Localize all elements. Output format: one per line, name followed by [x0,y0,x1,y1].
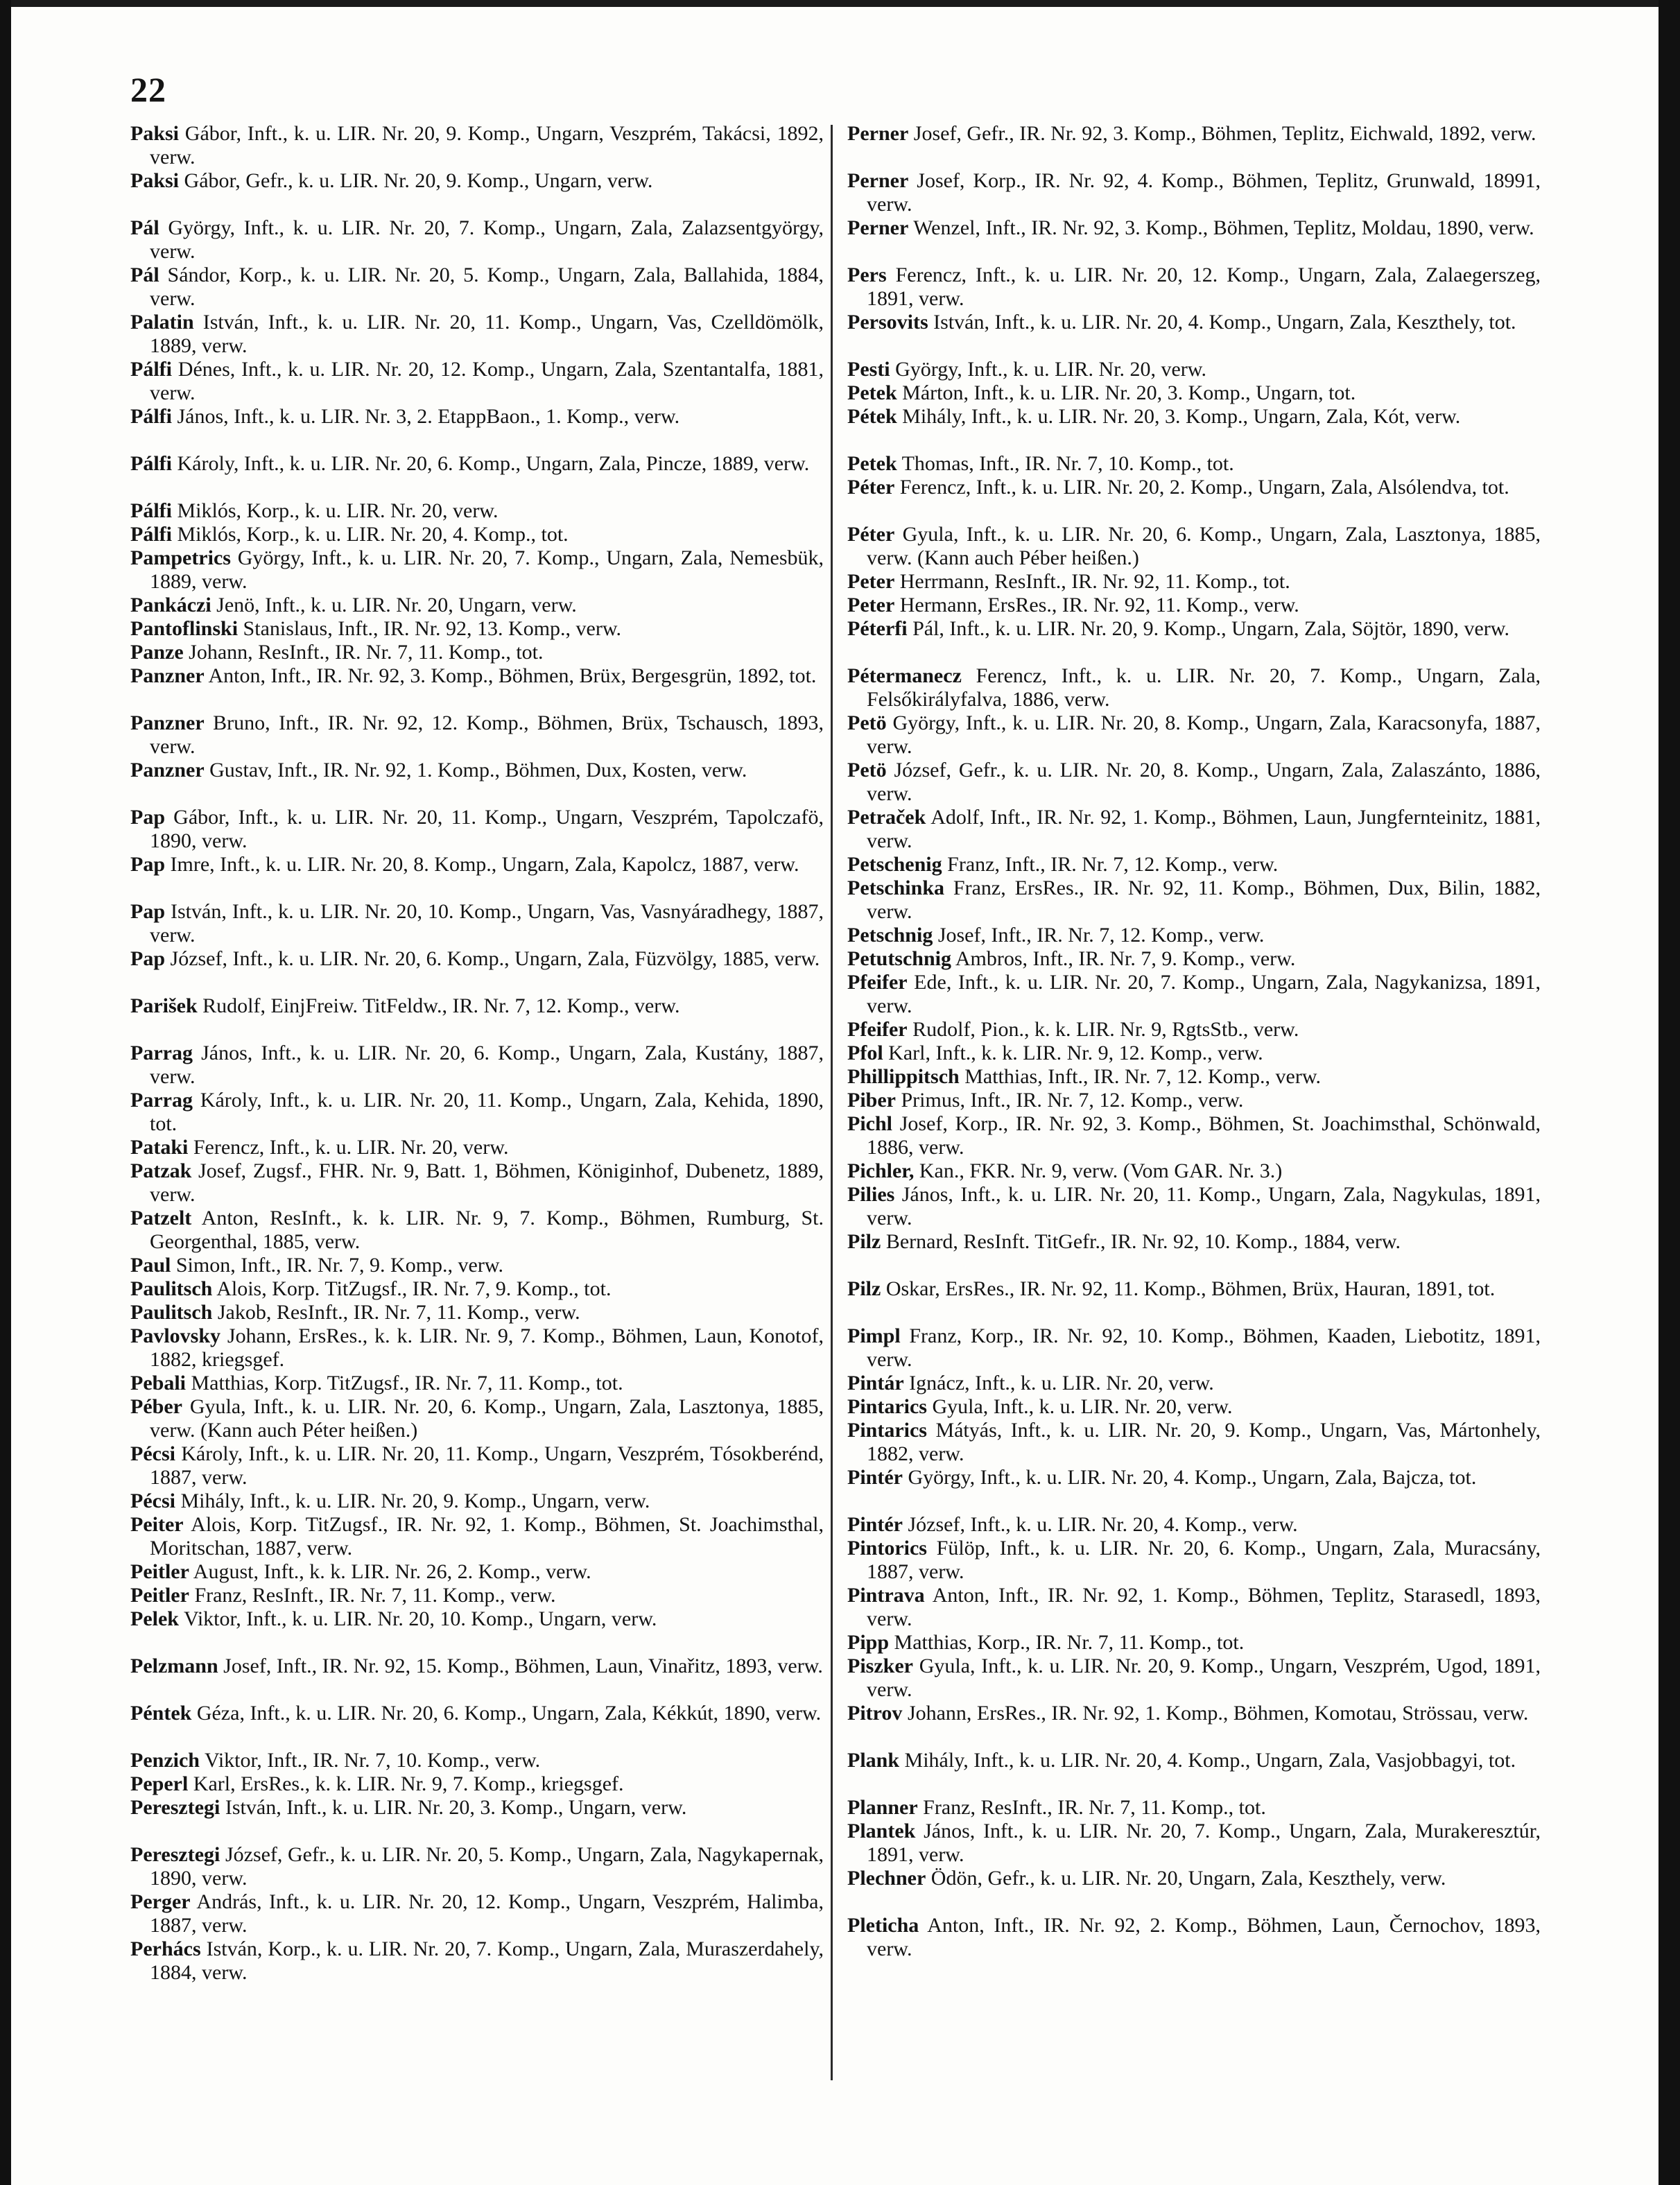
entry-surname: Péter [847,476,895,499]
entry-surname: Paksi [130,122,180,145]
entry-details: Mátyás, Inft., k. u. LIR. Nr. 20, 9. Komp., Ungarn, Vas, Mártonhely, 1882, verw. [867,1419,1541,1465]
register-entry [130,1489,824,1513]
entry-details: Ignácz, Inft., k. u. LIR. Nr. 20, verw. [909,1372,1214,1394]
entry-details: Matthias, Korp. TitZugsf., IR. Nr. 7, 11. Komp., tot. [191,1372,623,1394]
register-entry [847,1112,1541,1159]
entry-surname: Parrag [130,1089,193,1112]
entry-surname: Pilz [847,1277,881,1300]
entry-surname: Petö [847,711,887,734]
entry-details: Rudolf, Pion., k. k. LIR. Nr. 9, RgtsStb., verw. [912,1018,1299,1041]
entry-details: Karl, ErsRes., k. k. LIR. Nr. 9, 7. Komp., kriegsgef. [193,1772,624,1795]
register-entry [847,924,1541,947]
entry-details: Károly, Inft., k. u. LIR. Nr. 20, 11. Komp., Ungarn, Zala, Kehida, 1890, tot. [150,1089,824,1135]
register-entry [847,1042,1541,1065]
register-entry [847,405,1541,452]
column-divider [831,125,833,2080]
entry-surname: Patzak [130,1159,192,1182]
entry-surname: Panzner [130,711,205,734]
register-entry [130,358,824,405]
register-entry [847,311,1541,358]
entry-surname: Pap [130,947,166,970]
entry-surname: Parišek [130,994,198,1017]
entry-details: Herrmann, ResInft., IR. Nr. 92, 11. Komp., tot. [899,570,1290,593]
entry-details: Gustav, Inft., IR. Nr. 92, 1. Komp., Böhmen, Dux, Kosten, verw. [209,759,747,781]
register-entry [130,452,824,499]
entry-details: István, Inft., k. u. LIR. Nr. 20, 3. Komp., Ungarn, verw. [225,1796,687,1819]
entry-details: Karl, Inft., k. k. LIR. Nr. 9, 12. Komp., verw. [888,1042,1263,1064]
entry-details: György, Inft., k. u. LIR. Nr. 20, 7. Komp., Ungarn, Zala, Zalazsentgyörgy, verw. [150,216,824,263]
entry-details: György, Inft., k. u. LIR. Nr. 20, 7. Komp., Ungarn, Zala, Nemesbük, 1889, verw. [150,546,824,593]
entry-details: Johann, ErsRes., k. k. LIR. Nr. 9, 7. Komp., Böhmen, Laun, Konotof, 1882, kriegsgef. [150,1324,824,1371]
entry-details: Alois, Korp. TitZugsf., IR. Nr. 92, 1. Komp., Böhmen, St. Joachimsthal, Moritschan, 1887, verw. [150,1513,824,1560]
entry-surname: Pleticha [847,1914,919,1937]
register-entry [847,806,1541,853]
entry-surname: Petek [847,452,897,475]
register-entry [130,1324,824,1372]
register-entry [847,1395,1541,1419]
entry-details: Sándor, Korp., k. u. LIR. Nr. 20, 5. Komp., Ungarn, Zala, Ballahida, 1884, verw. [150,264,824,310]
entry-details: Jakob, ResInft., IR. Nr. 7, 11. Komp., verw. [217,1301,580,1324]
entry-surname: Petschinka [847,876,945,899]
right-column [847,122,1541,1961]
entry-details: István, Inft., k. u. LIR. Nr. 20, 11. Komp., Ungarn, Vas, Czelldömölk, 1889, verw. [150,311,824,357]
entry-surname: Péntek [130,1702,192,1725]
entry-details: Primus, Inft., IR. Nr. 7, 12. Komp., verw. [901,1089,1244,1112]
entry-surname: Pilies [847,1183,895,1206]
register-entry [847,523,1541,570]
entry-details: György, Inft., k. u. LIR. Nr. 20, 4. Komp., Ungarn, Zala, Bajcza, tot. [908,1466,1477,1489]
entry-surname: Parrag [130,1042,193,1064]
register-entry [847,1702,1541,1749]
entry-surname: Pap [130,806,166,829]
entry-surname: Panzner [130,664,205,687]
entry-details: Ferencz, Inft., k. u. LIR. Nr. 20, verw. [193,1136,509,1159]
entry-details: Franz, ResInft., IR. Nr. 7, 11. Komp., tot. [923,1796,1266,1819]
register-entry [130,1749,824,1772]
entry-details: János, Inft., k. u. LIR. Nr. 20, 11. Komp., Ungarn, Zala, Nagykulas, 1891, verw. [867,1183,1541,1229]
entry-details: Ferencz, Inft., k. u. LIR. Nr. 20, 7. Komp., Ungarn, Zala, Felsőkirályfalva, 1886, verw. [867,664,1541,711]
register-entry [847,358,1541,381]
register-entry [130,1089,824,1136]
register-entry [847,1159,1541,1183]
entry-details: Johann, ErsRes., IR. Nr. 92, 1. Komp., Böhmen, Komotau, Strössau, verw. [907,1702,1529,1725]
entry-surname: Panze [130,641,184,664]
entry-details: Fülöp, Inft., k. u. LIR. Nr. 20, 6. Komp., Ungarn, Zala, Muracsány, 1887, verw. [867,1537,1541,1583]
entry-details: Josef, Inft., IR. Nr. 7, 12. Komp., verw. [937,924,1265,947]
entry-details: Gyula, Inft., k. u. LIR. Nr. 20, 9. Komp., Ungarn, Veszprém, Ugod, 1891, verw. [867,1655,1541,1701]
entry-surname: Pitrov [847,1702,903,1725]
entry-surname: Peter [847,594,895,616]
entry-details: András, Inft., k. u. LIR. Nr. 20, 12. Komp., Ungarn, Veszprém, Halimba, 1887, verw. [150,1890,824,1937]
entry-surname: Perner [847,216,909,239]
entry-details: Károly, Inft., k. u. LIR. Nr. 20, 6. Komp., Ungarn, Zala, Pincze, 1889, verw. [177,452,810,475]
register-entry [130,1607,824,1655]
scan-border-top [0,0,1680,7]
register-entry [130,1796,824,1843]
entry-details: János, Inft., k. u. LIR. Nr. 20, 6. Komp., Ungarn, Zala, Kustány, 1887, verw. [150,1042,824,1088]
entry-details: József, Inft., k. u. LIR. Nr. 20, 6. Komp., Ungarn, Zala, Füzvölgy, 1885, verw. [170,947,820,970]
register-entry [130,311,824,358]
register-entry [847,617,1541,664]
scan-border-left [0,0,11,2185]
entry-surname: Pálfi [130,499,172,522]
entry-details: Josef, Gefr., IR. Nr. 92, 3. Komp., Böhmen, Teplitz, Eichwald, 1892, verw. [913,122,1536,145]
entry-details: Viktor, Inft., IR. Nr. 7, 10. Komp., verw. [204,1749,541,1772]
entry-details: Anton, ResInft., k. k. LIR. Nr. 9, 7. Komp., Böhmen, Rumburg, St. Georgenthal, 1885, verw. [150,1207,824,1253]
entry-surname: Pál [130,216,159,239]
entry-surname: Plechner [847,1867,926,1890]
entry-details: Gyula, Inft., k. u. LIR. Nr. 20, verw. [932,1395,1233,1418]
register-entry [130,853,824,900]
register-entry [847,1466,1541,1513]
entry-details: Pál, Inft., k. u. LIR. Nr. 20, 9. Komp., Ungarn, Zala, Söjtör, 1890, verw. [912,617,1509,640]
register-entry [130,1560,824,1584]
entry-surname: Pers [847,264,887,286]
entry-details: Viktor, Inft., k. u. LIR. Nr. 20, 10. Komp., Ungarn, verw. [183,1607,657,1630]
entry-surname: Pintrava [847,1584,925,1607]
entry-details: Simon, Inft., IR. Nr. 7, 9. Komp., verw. [175,1254,504,1277]
entry-details: Ede, Inft., k. u. LIR. Nr. 20, 7. Komp., Ungarn, Zala, Nagykanizsa, 1891, verw. [867,971,1541,1017]
entry-surname: Planner [847,1796,918,1819]
entry-details: Miklós, Korp., k. u. LIR. Nr. 20, verw. [177,499,499,522]
entry-surname: Persovits [847,311,928,334]
entry-details: Bernard, ResInft. TitGefr., IR. Nr. 92, 10. Komp., 1884, verw. [885,1230,1401,1253]
entry-surname: Patzelt [130,1207,192,1229]
register-entry [847,1914,1541,1961]
entry-surname: Pap [130,900,166,923]
register-entry [130,1136,824,1159]
entry-details: Gábor, Inft., k. u. LIR. Nr. 20, 11. Komp., Ungarn, Veszprém, Tapolczafö, 1890, verw. [150,806,824,852]
register-entry [130,594,824,617]
register-entry [130,900,824,947]
register-entry [130,641,824,664]
entry-surname: Perner [847,169,909,192]
entry-surname: Pimpl [847,1324,901,1347]
register-entry [130,1207,824,1254]
register-entry [847,1820,1541,1867]
register-entry [847,1018,1541,1042]
entry-surname: Pichl [847,1112,892,1135]
entry-details: Imre, Inft., k. u. LIR. Nr. 20, 8. Komp., Ungarn, Zala, Kapolcz, 1887, verw. [170,853,799,876]
register-entry [847,1584,1541,1631]
register-entry [847,971,1541,1018]
entry-surname: Petö [847,759,887,781]
entry-details: Rudolf, EinjFreiw. TitFeldw., IR. Nr. 7, 12. Komp., verw. [202,994,680,1017]
entry-surname: Peperl [130,1772,189,1795]
entry-details: István, Inft., k. u. LIR. Nr. 20, 4. Komp., Ungarn, Zala, Keszthely, tot. [933,311,1516,334]
entry-surname: Pintarics [847,1419,927,1442]
entry-surname: Plank [847,1749,900,1772]
register-entry [847,476,1541,523]
entry-surname: Piber [847,1089,896,1112]
entry-details: József, Gefr., k. u. LIR. Nr. 20, 5. Komp., Ungarn, Zala, Nagykapernak, 1890, verw. [150,1843,824,1890]
entry-details: György, Inft., k. u. LIR. Nr. 20, 8. Komp., Ungarn, Zala, Karacsonyfa, 1887, verw. [867,711,1541,758]
register-entry [847,1277,1541,1324]
register-entry [847,381,1541,405]
register-entry [130,1395,824,1442]
entry-surname: Peresztegi [130,1843,220,1866]
entry-details: Mihály, Inft., k. u. LIR. Nr. 20, 9. Komp., Ungarn, verw. [180,1489,650,1512]
entry-details: Mihály, Inft., k. u. LIR. Nr. 20, 4. Komp., Ungarn, Zala, Vasjobbagyi, tot. [904,1749,1516,1772]
entry-details: Gábor, Inft., k. u. LIR. Nr. 20, 9. Komp., Ungarn, Veszprém, Takácsi, 1892, verw. [150,122,824,169]
entry-surname: Piszker [847,1655,913,1677]
entry-details: Josef, Inft., IR. Nr. 92, 15. Komp., Böhmen, Laun, Vinařitz, 1893, verw. [223,1655,823,1677]
register-entry [130,122,824,169]
entry-surname: Peresztegi [130,1796,220,1819]
entry-details: Károly, Inft., k. u. LIR. Nr. 20, 11. Komp., Ungarn, Veszprém, Tósokberénd, 1887, verw. [150,1442,824,1489]
register-entry [847,1655,1541,1702]
register-entry [847,1796,1541,1820]
register-entry [130,711,824,759]
entry-surname: Paulitsch [130,1301,213,1324]
register-entry [130,499,824,523]
entry-details: János, Inft., k. u. LIR. Nr. 3, 2. EtappBaon., 1. Komp., verw. [177,405,680,428]
entry-details: Bruno, Inft., IR. Nr. 92, 12. Komp., Böhmen, Brüx, Tschausch, 1893, verw. [150,711,824,758]
register-entry [130,664,824,711]
entry-details: Anton, Inft., IR. Nr. 92, 3. Komp., Böhmen, Brüx, Bergesgrün, 1892, tot. [208,664,817,687]
entry-surname: Perhács [130,1937,201,1960]
entry-details: Matthias, Korp., IR. Nr. 7, 11. Komp., tot. [894,1631,1245,1654]
entry-details: Franz, Inft., IR. Nr. 7, 12. Komp., verw. [947,853,1279,876]
register-entry [847,759,1541,806]
register-entry [847,664,1541,711]
entry-surname: Penzich [130,1749,200,1772]
register-entry [847,1867,1541,1914]
entry-surname: Paulitsch [130,1277,213,1300]
entry-details: Josef, Korp., IR. Nr. 92, 4. Komp., Böhmen, Teplitz, Grunwald, 18991, verw. [867,169,1541,216]
entry-surname: Pfol [847,1042,883,1064]
register-entry [130,1655,824,1702]
entry-details: István, Inft., k. u. LIR. Nr. 20, 10. Komp., Ungarn, Vas, Vasnyáradhegy, 1887, verw. [150,900,824,947]
entry-surname: Pap [130,853,166,876]
entry-details: Gábor, Gefr., k. u. LIR. Nr. 20, 9. Komp., Ungarn, verw. [184,169,653,192]
register-entry [847,1513,1541,1537]
entry-surname: Peitler [130,1584,189,1607]
entry-details: Jenö, Inft., k. u. LIR. Nr. 20, Ungarn, verw. [216,594,577,616]
register-entry [847,1419,1541,1466]
entry-details: Hermann, ErsRes., IR. Nr. 92, 11. Komp., verw. [899,594,1299,616]
register-entry [130,1159,824,1207]
entry-details: Wenzel, Inft., IR. Nr. 92, 3. Komp., Böhmen, Teplitz, Moldau, 1890, verw. [913,216,1534,239]
entry-surname: Pampetrics [130,546,231,569]
entry-details: Ödön, Gefr., k. u. LIR. Nr. 20, Ungarn, Zala, Keszthely, verw. [930,1867,1446,1890]
entry-surname: Pankáczi [130,594,211,616]
register-entry [130,947,824,994]
register-entry [847,169,1541,216]
register-entry [130,617,824,641]
entry-details: Johann, ResInft., IR. Nr. 7, 11. Komp., tot. [189,641,544,664]
entry-surname: Petschenig [847,853,942,876]
register-entry [130,1372,824,1395]
register-entry [847,452,1541,476]
entry-details: Josef, Zugsf., FHR. Nr. 9, Batt. 1, Böhmen, Königinhof, Dubenetz, 1889, verw. [150,1159,824,1206]
entry-details: István, Korp., k. u. LIR. Nr. 20, 7. Komp., Ungarn, Zala, Muraszerdahely, 1884, verw. [150,1937,824,1984]
register-entry [130,405,824,452]
entry-details: Adolf, Inft., IR. Nr. 92, 1. Komp., Böhmen, Laun, Jungfernteinitz, 1881, verw. [867,806,1541,852]
entry-surname: Pelek [130,1607,179,1630]
entry-surname: Pintarics [847,1395,927,1418]
entry-details: Anton, Inft., IR. Nr. 92, 2. Komp., Böhmen, Laun, Černochov, 1893, verw. [867,1914,1541,1960]
scan-border-right [1659,0,1680,2185]
entry-surname: Pipp [847,1631,890,1654]
register-entry [847,947,1541,971]
register-entry [130,523,824,546]
register-entry [130,169,824,216]
entry-surname: Pálfi [130,358,172,381]
register-entry [130,759,824,806]
entry-details: Miklós, Korp., k. u. LIR. Nr. 20, 4. Komp., tot. [177,523,569,546]
register-entry [130,1890,824,1937]
entry-surname: Peiter [130,1513,184,1536]
entry-surname: Péter [847,523,895,546]
entry-surname: Phillippitsch [847,1065,960,1088]
entry-surname: Pesti [847,358,890,381]
register-entry [130,1042,824,1089]
entry-details: József, Gefr., k. u. LIR. Nr. 20, 8. Komp., Ungarn, Zala, Zalaszánto, 1886, verw. [867,759,1541,805]
register-entry [130,1772,824,1796]
register-entry [130,546,824,594]
entry-surname: Petek [847,381,897,404]
entry-surname: Paksi [130,169,180,192]
entry-details: Márton, Inft., k. u. LIR. Nr. 20, 3. Komp., Ungarn, tot. [902,381,1356,404]
register-entry [847,853,1541,876]
register-entry [847,1089,1541,1112]
register-entry [847,711,1541,759]
entry-details: Kan., FKR. Nr. 9, verw. (Vom GAR. Nr. 3.) [919,1159,1283,1182]
entry-surname: Peitler [130,1560,189,1583]
entry-details: Franz, ResInft., IR. Nr. 7, 11. Komp., verw. [194,1584,556,1607]
entry-details: Oskar, ErsRes., IR. Nr. 92, 11. Komp., Böhmen, Brüx, Hauran, 1891, tot. [885,1277,1496,1300]
entry-surname: Pintér [847,1513,903,1536]
register-entry [130,1277,824,1301]
entry-surname: Pfeifer [847,1018,908,1041]
entry-surname: Palatin [130,311,194,334]
entry-details: János, Inft., k. u. LIR. Nr. 20, 7. Komp., Ungarn, Zala, Murakeresztúr, 1891, verw. [867,1820,1541,1866]
entry-surname: Pintár [847,1372,904,1394]
register-entry [847,1324,1541,1372]
entry-details: Mihály, Inft., k. u. LIR. Nr. 20, 3. Komp., Ungarn, Zala, Kót, verw. [902,405,1461,428]
register-entry [130,1442,824,1489]
entry-surname: Pálfi [130,452,172,475]
register-entry [130,1843,824,1890]
entry-surname: Pebali [130,1372,186,1394]
entry-surname: Petschnig [847,924,933,947]
entry-details: Gyula, Inft., k. u. LIR. Nr. 20, 6. Komp., Ungarn, Zala, Lasztonya, 1885, verw. (Kann auch Péter heißen.) [150,1395,824,1442]
entry-details: Ferencz, Inft., k. u. LIR. Nr. 20, 2. Komp., Ungarn, Zala, Alsólendva, tot. [899,476,1509,499]
entry-details: Géza, Inft., k. u. LIR. Nr. 20, 6. Komp., Ungarn, Zala, Kékkút, 1890, verw. [196,1702,822,1725]
entry-details: György, Inft., k. u. LIR. Nr. 20, verw. [895,358,1206,381]
entry-details: Matthias, Inft., IR. Nr. 7, 12. Komp., verw. [964,1065,1322,1088]
entry-surname: Pataki [130,1136,189,1159]
entry-details: Stanislaus, Inft., IR. Nr. 92, 13. Komp., verw. [243,617,622,640]
register-entry [847,1372,1541,1395]
register-entry [130,806,824,853]
entry-details: József, Inft., k. u. LIR. Nr. 20, 4. Komp., verw. [908,1513,1298,1536]
entry-surname: Pálfi [130,523,172,546]
entry-surname: Petraček [847,806,926,829]
entry-surname: Pantoflinski [130,617,239,640]
entry-surname: Perner [847,122,909,145]
entry-details: Anton, Inft., IR. Nr. 92, 1. Komp., Böhmen, Teplitz, Starasedl, 1893, verw. [867,1584,1541,1630]
entry-details: Ambros, Inft., IR. Nr. 7, 9. Komp., verw. [955,947,1296,970]
entry-surname: Panzner [130,759,205,781]
entry-surname: Pintorics [847,1537,927,1560]
entry-details: Josef, Korp., IR. Nr. 92, 3. Komp., Böhmen, St. Joachimsthal, Schönwald, 1886, verw. [867,1112,1541,1159]
register-entry [130,1584,824,1607]
entry-details: Franz, ErsRes., IR. Nr. 92, 11. Komp., Böhmen, Dux, Bilin, 1882, verw. [867,876,1541,923]
register-entry [847,1183,1541,1230]
register-entry [130,264,824,311]
register-entry [130,216,824,264]
entry-surname: Péber [130,1395,182,1418]
left-column [130,122,824,1985]
register-entry [130,994,824,1042]
entry-surname: Peter [847,570,895,593]
register-entry [847,264,1541,311]
entry-details: Dénes, Inft., k. u. LIR. Nr. 20, 12. Komp., Ungarn, Zala, Szentantalfa, 1881, verw. [150,358,824,404]
entry-surname: Plantek [847,1820,916,1842]
entry-details: Ferencz, Inft., k. u. LIR. Nr. 20, 12. Komp., Ungarn, Zala, Zalaegerszeg, 1891, verw. [867,264,1541,310]
entry-surname: Pétermanecz [847,664,962,687]
register-entry [847,570,1541,594]
register-entry [847,876,1541,924]
register-entry [847,122,1541,169]
register-entry [847,1230,1541,1277]
entry-surname: Pálfi [130,405,172,428]
entry-surname: Pilz [847,1230,881,1253]
register-entry [847,1537,1541,1584]
register-entry [130,1513,824,1560]
entry-details: Alois, Korp. TitZugsf., IR. Nr. 7, 9. Komp., tot. [216,1277,612,1300]
entry-surname: Pelzmann [130,1655,218,1677]
entry-surname: Pintér [847,1466,903,1489]
register-entry [847,216,1541,264]
entry-surname: Pavlovsky [130,1324,221,1347]
register-entry [847,1631,1541,1655]
entry-surname: Pétek [847,405,897,428]
register-entry [130,1254,824,1277]
register-entry [847,1749,1541,1796]
entry-surname: Pál [130,264,159,286]
page-number: 22 [130,70,166,109]
register-entry [130,1702,824,1749]
entry-surname: Pfeifer [847,971,908,994]
entry-details: Franz, Korp., IR. Nr. 92, 10. Komp., Böhmen, Kaaden, Liebotitz, 1891, verw. [867,1324,1541,1371]
entry-surname: Péterfi [847,617,908,640]
entry-surname: Petutschnig [847,947,951,970]
register-entry [130,1301,824,1324]
entry-surname: Perger [130,1890,191,1913]
entry-surname: Pécsi [130,1442,175,1465]
entry-details: Thomas, Inft., IR. Nr. 7, 10. Komp., tot. [901,452,1234,475]
entry-surname: Pichler, [847,1159,915,1182]
register-entry [847,594,1541,617]
entry-details: August, Inft., k. k. LIR. Nr. 26, 2. Komp., verw. [193,1560,591,1583]
entry-surname: Pécsi [130,1489,175,1512]
register-entry [130,1937,824,1985]
entry-surname: Paul [130,1254,171,1277]
register-entry [847,1065,1541,1089]
entry-details: Gyula, Inft., k. u. LIR. Nr. 20, 6. Komp., Ungarn, Zala, Lasztonya, 1885, verw. (Kann auch Péber heißen.) [867,523,1541,569]
